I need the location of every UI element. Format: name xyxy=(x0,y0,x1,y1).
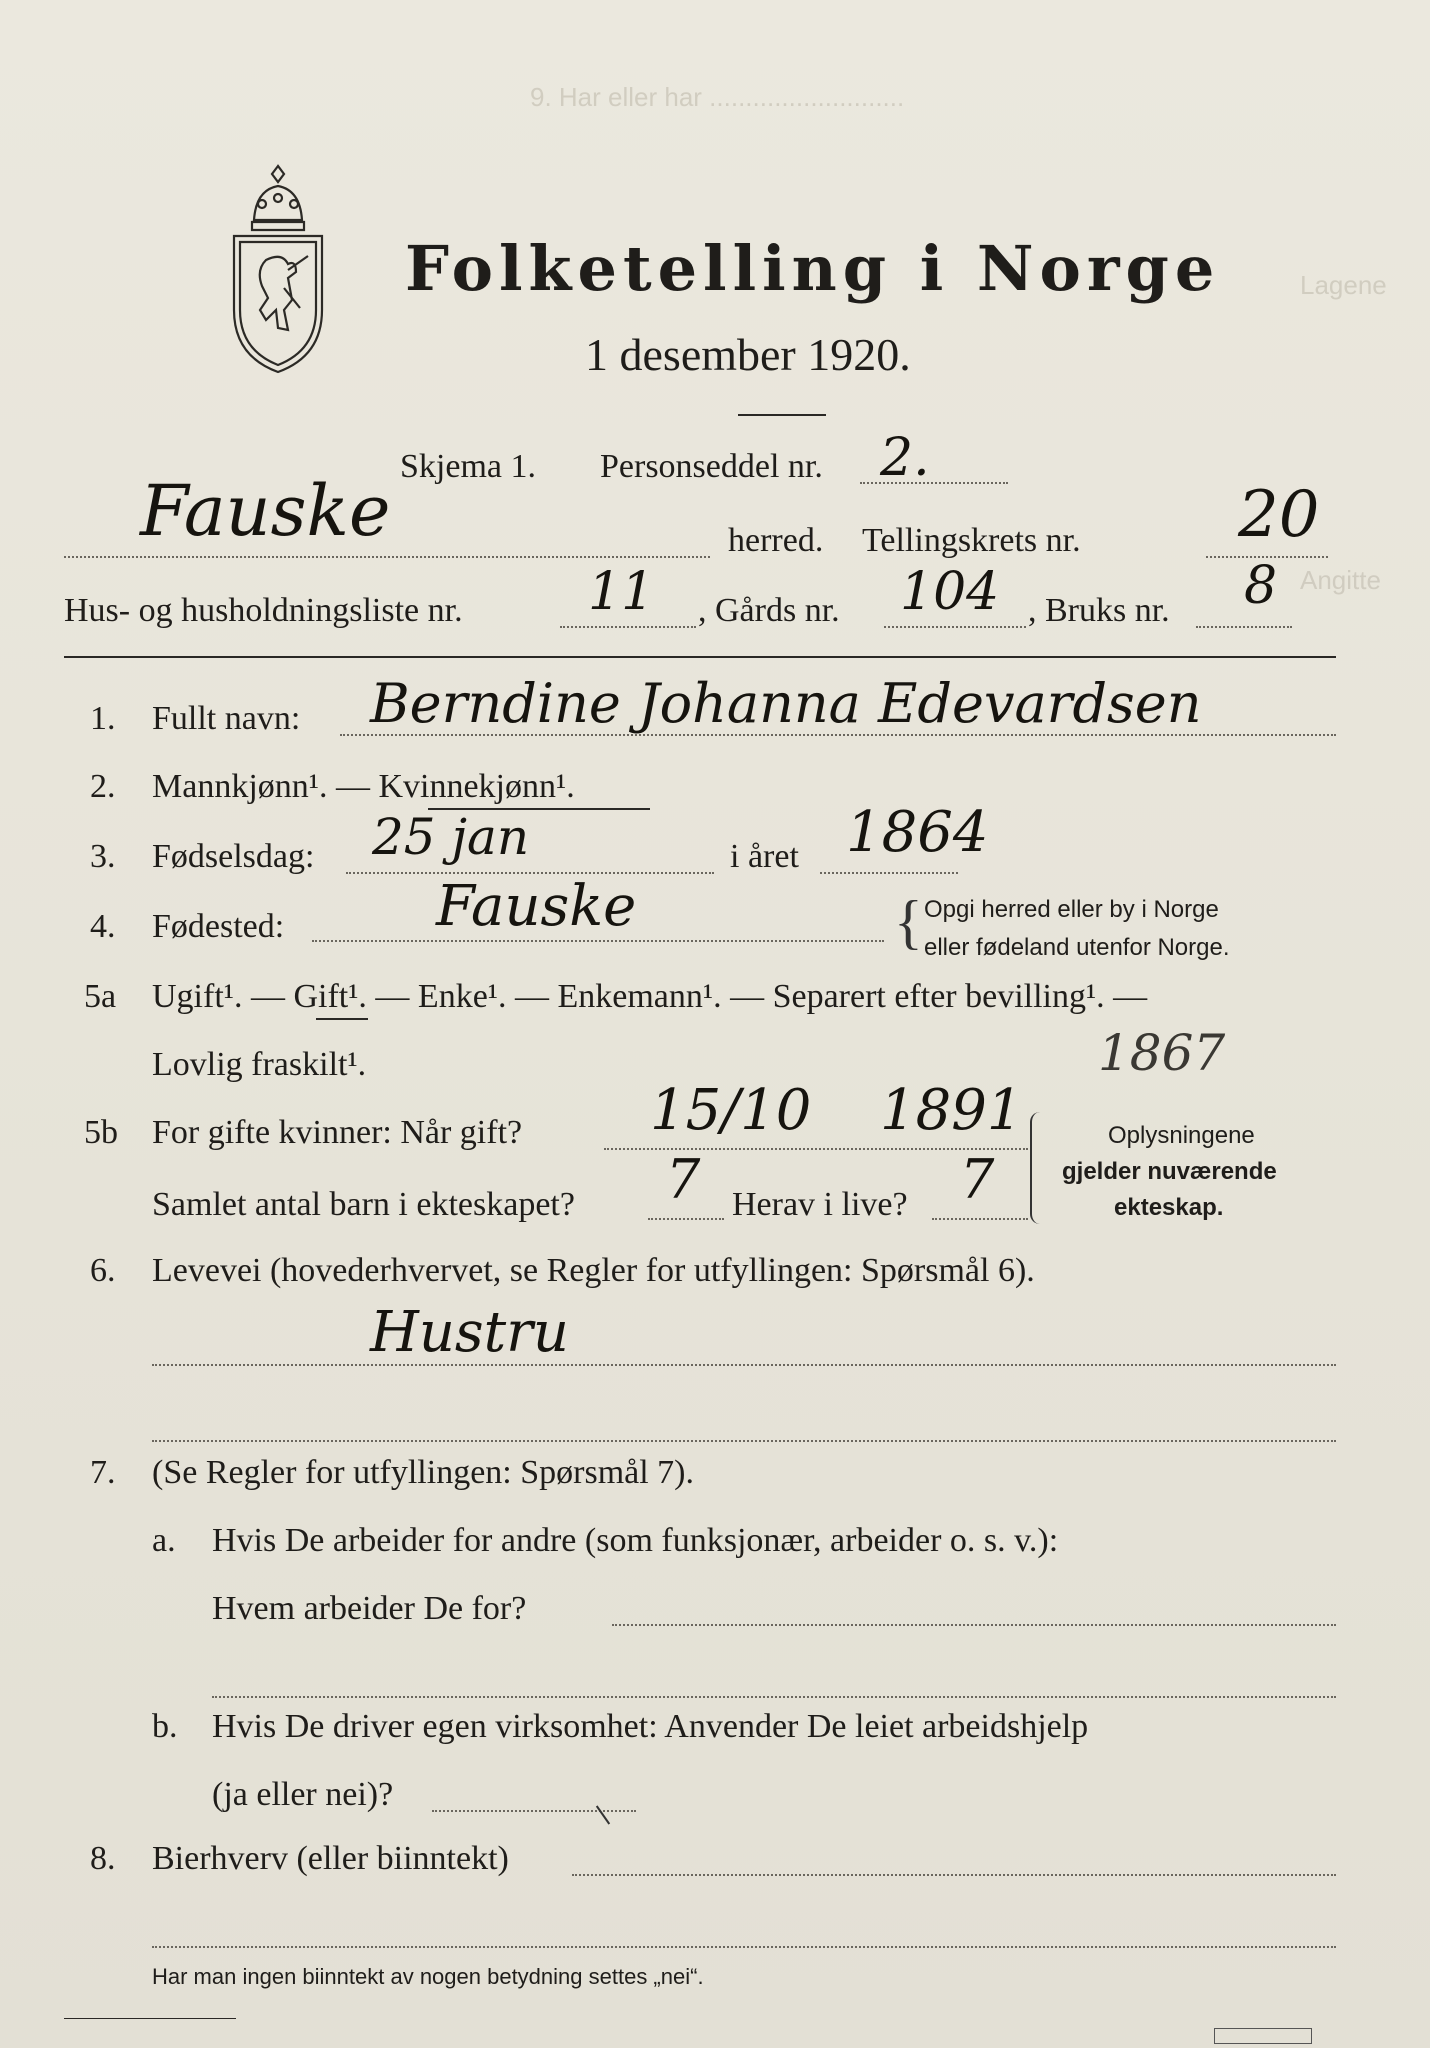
q1-label: Fullt navn: xyxy=(152,700,301,737)
q7b-letter: b. xyxy=(152,1708,178,1745)
q1-number: 1. xyxy=(90,700,116,737)
q4-line xyxy=(312,940,884,942)
bruks-value[interactable]: 8 xyxy=(1244,556,1278,616)
q5a-annotation: 1867 xyxy=(1098,1024,1226,1082)
gards-label: , Gårds nr. xyxy=(698,592,840,629)
q7a-label: Hvis De arbeider for andre (som funksjonær, arbeider o. s. v.): xyxy=(212,1522,1059,1559)
q5b-children-value[interactable]: 7 xyxy=(666,1148,701,1211)
q5b-year-value[interactable]: 1891 xyxy=(880,1078,1023,1143)
census-form: 9. Har eller har ........................... Lagene Angitte Folketelling i Norge 1 desember 1920. Fauske Skjema 1. Personseddel nr. 2. herred. Tellingskrets nr. 20 Hus- og husholdningsliste nr. 11 , Gårds nr. 104 , Bruks nr. 8 1. Fullt navn: Berndine Johanna Edevardsen 2. Mannkjønn¹. — Kvinnekjønn¹. 3. Fødselsdag: 25 jan i året 1864 4. Fødested: Fauske { Opgi herred eller by i Norge eller fødeland utenfor Norge. 5a Ugift¹. — Gift¹. — Enke¹. — Enkemann¹. — Separert efter bevilling¹. — Lovlig fraskilt¹. 1867 5b For gifte kvinner: Når gift? 15/10 1891 Samlet antal barn i ekteskapet? 7 Herav i live? 7 Oplysningene gjelder nuværende ekteskap. 6. Levevei (hovederhvervet, se Regler for utfyllingen: Spørsmål 6). Hustru 7. (Se Regler for utfyllingen: Spørsmål 7). a. Hvis De arbeider for andre (som funksjonær, arbeider o. s. v.): Hvem arbeider De for? b. Hvis De driver egen virksomhet: Anvender De leiet arbeidshjelp (ja eller nei)? 8. Bierhverv (eller biinntekt) Har man ingen biinntekt av nogen betydning settes „nei“. xyxy=(0,0,1430,2048)
q5b-date-value[interactable]: 15/10 xyxy=(650,1078,812,1143)
q8-line2 xyxy=(152,1946,1336,1948)
q7-label: (Se Regler for utfyllingen: Spørsmål 7). xyxy=(152,1454,695,1491)
q7a-label-line2: Hvem arbeider De for? xyxy=(212,1590,527,1627)
q7a-letter: a. xyxy=(152,1522,176,1559)
q7b-label: Hvis De driver egen virksomhet: Anvender De leiet arbeidshjelp xyxy=(212,1708,1089,1745)
herred-label: herred. xyxy=(728,522,824,559)
footer-rule xyxy=(64,2018,236,2019)
herred-value[interactable]: Fauske xyxy=(140,470,391,552)
norway-coat-of-arms-icon xyxy=(226,160,330,376)
q8-number: 8. xyxy=(90,1840,116,1877)
q5b-note-line1: Oplysningene xyxy=(1108,1122,1255,1149)
q8-line1 xyxy=(572,1874,1336,1876)
q3-label: Fødselsdag: xyxy=(152,838,315,875)
personseddel-value[interactable]: 2. xyxy=(880,428,930,488)
gards-line xyxy=(884,626,1026,628)
q4-label: Fødested: xyxy=(152,908,285,945)
q5b-bracket-left xyxy=(1030,1112,1046,1224)
tellingskrets-value[interactable]: 20 xyxy=(1238,478,1320,552)
bruks-label: , Bruks nr. xyxy=(1028,592,1170,629)
tellingskrets-label: Tellingskrets nr. xyxy=(862,522,1081,559)
q4-value[interactable]: Fauske xyxy=(436,874,637,939)
hus-value[interactable]: 11 xyxy=(588,562,655,622)
q5b-alive-label: Herav i live? xyxy=(732,1186,908,1223)
q8-label: Bierhverv (eller biinntekt) xyxy=(152,1840,509,1877)
herred-line xyxy=(64,556,710,558)
form-title: Folketelling i Norge xyxy=(405,232,1221,305)
q6-label: Levevei (hovederhvervet, se Regler for utfyllingen: Spørsmål 6). xyxy=(152,1252,1035,1289)
q6-value[interactable]: Hustru xyxy=(370,1300,569,1365)
q5a-number: 5a xyxy=(84,978,117,1015)
q5b-children-line xyxy=(648,1218,724,1220)
q5b-alive-line xyxy=(932,1218,1028,1220)
q1-value[interactable]: Berndine Johanna Edevardsen xyxy=(370,672,1202,735)
q2-number: 2. xyxy=(90,768,116,805)
header-divider xyxy=(64,656,1336,658)
q3-year-value[interactable]: 1864 xyxy=(846,800,989,865)
q5a-label-line2: Lovlig fraskilt¹. xyxy=(152,1046,367,1083)
q3-year-line xyxy=(820,872,958,874)
q4-note-line2: eller fødeland utenfor Norge. xyxy=(924,934,1230,961)
q4-note-line1: Opgi herred eller by i Norge xyxy=(924,896,1219,923)
personseddel-label: Personseddel nr. xyxy=(600,448,823,485)
q5b-children-label: Samlet antal barn i ekteskapet? xyxy=(152,1186,575,1223)
q6-number: 6. xyxy=(90,1252,116,1289)
hus-label: Hus- og husholdningsliste nr. xyxy=(64,592,463,629)
q3-day-value[interactable]: 25 jan xyxy=(372,808,530,866)
gards-value[interactable]: 104 xyxy=(900,562,1000,622)
bruks-line xyxy=(1196,626,1292,628)
q6-line2 xyxy=(152,1440,1336,1442)
footer-note: Har man ingen biinntekt av nogen betydning settes „nei“. xyxy=(152,1964,704,1989)
skjema-label: Skjema 1. xyxy=(400,448,536,485)
q7b-stray-mark xyxy=(596,1805,610,1824)
hus-line xyxy=(560,626,696,628)
q5b-note-line2: gjelder nuværende xyxy=(1062,1158,1277,1185)
q3-year-label: i året xyxy=(730,838,799,875)
q5a-label: Ugift¹. — Gift¹. — Enke¹. — Enkemann¹. — Separert efter bevilling¹. — xyxy=(152,978,1148,1015)
form-date: 1 desember 1920. xyxy=(585,329,911,380)
q7b-label-line2: (ja eller nei)? xyxy=(212,1776,394,1813)
title-divider xyxy=(738,414,826,416)
q1-line xyxy=(340,734,1336,736)
personseddel-line xyxy=(860,482,1008,484)
q5b-label: For gifte kvinner: Når gift? xyxy=(152,1114,523,1151)
q7a-line2 xyxy=(212,1696,1336,1698)
q7a-line1 xyxy=(612,1624,1336,1626)
q4-brace: { xyxy=(894,889,923,955)
q3-number: 3. xyxy=(90,838,116,875)
q4-number: 4. xyxy=(90,908,116,945)
q5b-note-line3: ekteskap. xyxy=(1114,1194,1224,1221)
q6-line1 xyxy=(152,1364,1336,1366)
q7-number: 7. xyxy=(90,1454,116,1491)
q5a-underline-gift xyxy=(316,1018,368,1020)
q5b-alive-value[interactable]: 7 xyxy=(960,1148,995,1211)
q2-label: Mannkjønn¹. — Kvinnekjønn¹. xyxy=(152,768,575,805)
printer-stamp xyxy=(1214,2028,1312,2044)
q7b-line xyxy=(432,1810,636,1812)
q5b-number: 5b xyxy=(84,1114,118,1151)
